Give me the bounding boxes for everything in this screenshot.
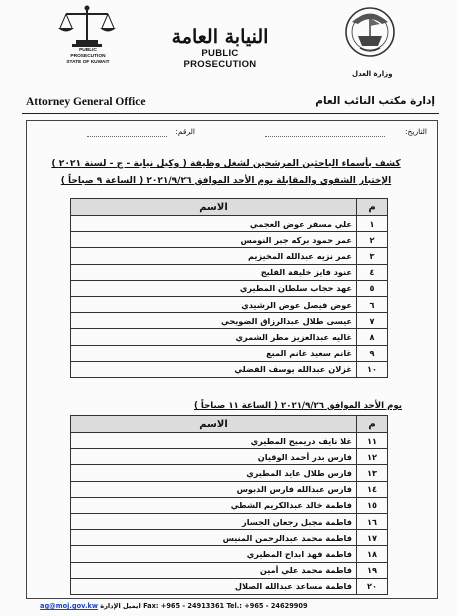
candidate-name: علي مسفر عوض العجمي [71, 216, 357, 232]
row-number: ٦ [357, 296, 388, 312]
office-title-english: Attorney General Office [26, 96, 146, 108]
document-title: كشف بأسماء الباحثين المرشحين لشغل وظيفة ( وكيل نيابة - ج - لسنة ٢٠٢١ ) [51, 158, 401, 169]
letterhead [0, 0, 457, 110]
row-number: ١ [357, 216, 388, 232]
row-number: ١٩ [357, 562, 388, 578]
table-row [71, 481, 388, 497]
candidate-name: فاطمة مساعد عبدالله الصلال [71, 578, 357, 594]
num-column-header: م [357, 416, 388, 433]
tel-number: Tel.: +965 - 24629909 [226, 602, 308, 610]
table-row [71, 296, 388, 312]
candidate-name: فاطمة خالد عبدالكريم الشطي [71, 497, 357, 513]
row-number: ٨ [357, 329, 388, 345]
candidate-name: عنود فايز خليفة الفليج [71, 264, 357, 280]
table-row [71, 546, 388, 562]
ministry-caption: وزارة العدل [352, 70, 393, 78]
table-row [71, 361, 388, 377]
table-row [71, 578, 388, 594]
row-number: ٧ [357, 313, 388, 329]
candidate-name: فارس عبدالله فارس الدبوس [71, 481, 357, 497]
table-header-row [71, 416, 388, 433]
logo-arabic-text: النيابة العامة [171, 26, 269, 48]
candidate-name: فاطمة محمد عبدالرحمن المنيس [71, 530, 357, 546]
table-header-row [71, 199, 388, 216]
table-row [71, 216, 388, 232]
table-row [71, 562, 388, 578]
row-number: ٣ [357, 248, 388, 264]
number-label: الرقم: [175, 127, 195, 136]
candidate-name: عمر حمود بركه جبر النومس [71, 232, 357, 248]
header-divider [22, 113, 439, 114]
left-logo-caption: PUBLIC PROSECUTION STATE OF KUWAIT [66, 48, 110, 65]
candidate-name: عيسى طلال عبدالرزاق الضويحي [71, 313, 357, 329]
row-number: ٢٠ [357, 578, 388, 594]
name-column-header: الاسم [71, 199, 357, 216]
table-row [71, 232, 388, 248]
candidate-name: غانم سعيد غانم المبع [71, 345, 357, 361]
name-column-header: الاسم [71, 416, 357, 433]
table-row [71, 280, 388, 296]
num-column-header: م [357, 199, 388, 216]
table-row [71, 513, 388, 529]
candidate-name: فارس بدر أحمد الوقيان [71, 449, 357, 465]
candidate-name: فاطمة مجبل رجعان الجسار [71, 513, 357, 529]
date-dotted-line [265, 136, 385, 137]
row-number: ٥ [357, 280, 388, 296]
table-row [71, 530, 388, 546]
kuwait-emblem-logo [330, 2, 410, 74]
footer-contact [40, 602, 440, 610]
table-row [71, 313, 388, 329]
email-link[interactable]: ag@moj.gov.kw [40, 602, 98, 610]
table-row [71, 465, 388, 481]
candidate-name: عوض فيصل عوض الرشيدي [71, 296, 357, 312]
row-number: ١٤ [357, 481, 388, 497]
candidate-name: عمر نزيه عبدالله المخيزيم [71, 248, 357, 264]
row-number: ١٧ [357, 530, 388, 546]
email-label: ايميل الإدارة [100, 602, 141, 610]
row-number: ١٣ [357, 465, 388, 481]
session2-title: يوم الأحد الموافق ٢٠٢١/٩/٢٦ ( الساعة ١١ صباحاً ) [193, 401, 402, 411]
row-number: ١٠ [357, 361, 388, 377]
logo-english-text: PUBLIC PROSECUTION [183, 48, 257, 70]
date-label: التاريخ: [405, 127, 427, 136]
candidate-name: غاليه عبدالعزيز مطر الشمري [71, 329, 357, 345]
row-number: ١٢ [357, 449, 388, 465]
table-row [71, 449, 388, 465]
row-number: ١٦ [357, 513, 388, 529]
candidate-name: غزلان عبدالله يوسف الفضلي [71, 361, 357, 377]
candidates-table-2 [70, 415, 388, 595]
table-row [71, 497, 388, 513]
candidate-name: فاطمة محمد علي أمين [71, 562, 357, 578]
row-number: ٢ [357, 232, 388, 248]
table-row [71, 345, 388, 361]
table-row [71, 264, 388, 280]
table-row [71, 248, 388, 264]
session1-title: الإختبار الشفوي والمقابلة يوم الأحد الموافق ٢٠٢١/٩/٢٦ ( الساعة ٩ صباحاً ) [60, 176, 392, 186]
fax-number: Fax: +965 - 24913361 [143, 602, 225, 610]
meta-row [40, 127, 427, 141]
row-number: ٤ [357, 264, 388, 280]
candidate-name: فارس طلال عايد المطيري [71, 465, 357, 481]
office-title-arabic: إدارة مكتب النائب العام [315, 95, 435, 107]
row-number: ١٨ [357, 546, 388, 562]
public-prosecution-logo [168, 26, 272, 70]
table-row [71, 433, 388, 449]
candidate-name: عهد حجاب سلطان المطيري [71, 280, 357, 296]
row-number: ١١ [357, 433, 388, 449]
number-dotted-line [87, 136, 167, 137]
candidate-name: فاطمة فهد ابداح المطيري [71, 546, 357, 562]
candidate-name: غلا نايف دريميح المطيري [71, 433, 357, 449]
row-number: ٩ [357, 345, 388, 361]
row-number: ١٥ [357, 497, 388, 513]
candidates-table-1 [70, 198, 388, 378]
table-row [71, 329, 388, 345]
